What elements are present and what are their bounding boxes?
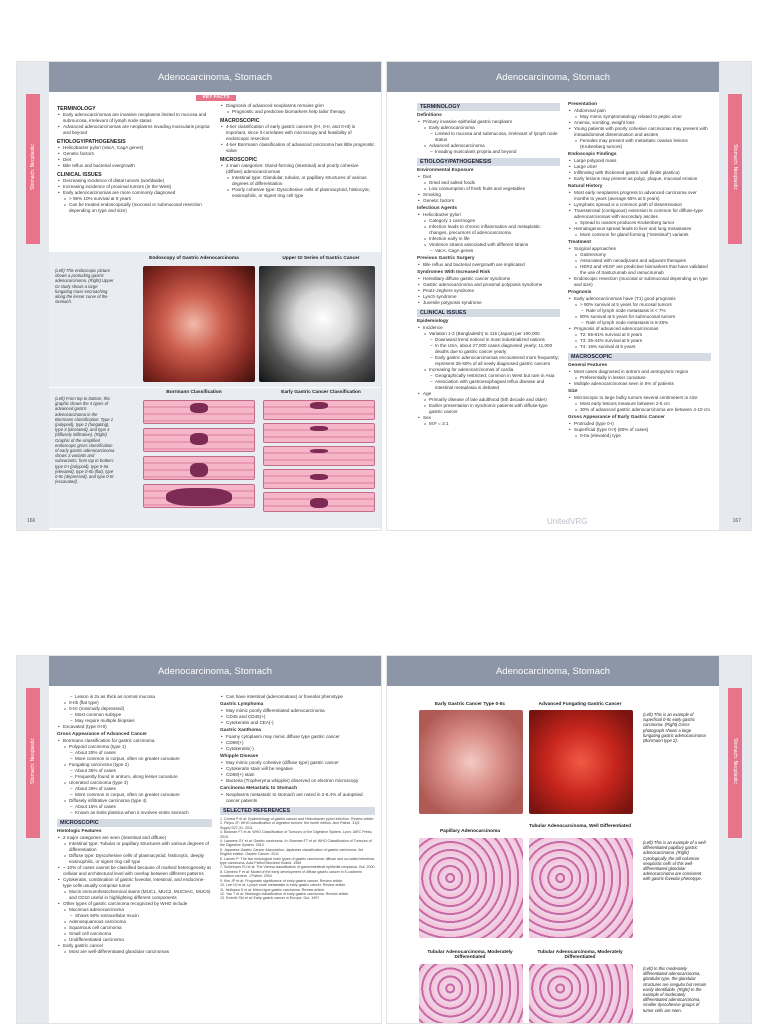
bottom-spread: [16, 655, 752, 1024]
bullet-item: • May mimic poorly differentiated adenocarcinoma: [220, 708, 375, 714]
bullet-item: • Primary invasive epithelial gastric neoplasm: [417, 119, 560, 125]
bullet-item: • Diet: [417, 174, 560, 180]
side-band: [17, 62, 49, 530]
section-heading: ETIOLOGY/PATHOGENESIS: [417, 158, 560, 166]
bullet-item: – May require multiple biopsies: [57, 718, 212, 724]
subheading: Presentation: [568, 102, 598, 107]
bullet-item: • Bile reflux and bacterial overgrowth: [57, 163, 212, 169]
figure-caption: (Left) In this moderately differentiated adenocarcinoma, glandular type, the glandular structures are irregular but remain easily identifiable. (Right) In the example of moderately differentiated adenocarcinoma, smaller dyscohesive groups of tumor cells are seen.: [643, 966, 707, 1013]
running-header: Adenocarcinoma, Stomach: [387, 62, 719, 92]
figure-caption: (Left) This endoscopic picture shows a protruding gastric adenocarcinoma. (Right) Upper GI study shows a large fungating mass encroaching along the lesser curve of the stomach.: [55, 268, 114, 305]
papillary-histology-image[interactable]: [419, 838, 523, 938]
section-heading: MACROSCOPIC: [568, 353, 711, 361]
figure-title: Tubular Adenocarcinoma, Well Differentiated: [529, 824, 631, 829]
bullet-item: o Fungating carcinoma (type 2): [57, 762, 212, 768]
section-heading: SELECTED REFERENCES: [220, 807, 375, 815]
subheading: Epidemiology: [417, 319, 449, 324]
bullet-item: o Increasing for adenocarcinomas of cardia: [417, 367, 560, 373]
page-number: 167: [732, 518, 741, 524]
subheading: Gastric Lymphoma: [220, 702, 264, 707]
bullet-item: o Most are well-differentiated glandular carcinomas: [57, 949, 212, 955]
page-number: 166: [27, 518, 36, 524]
bullet-item: • Large polypoid mass: [568, 158, 711, 164]
reference-item: 2. Fléjou JF: WHO classification of digestive tumors: the fourth edition. Ann Pathol. 31(5 Suppl):S27-31, 2011: [220, 821, 360, 830]
subheading: Carcinoma Metastatic to Stomach: [220, 786, 298, 791]
egc-type-0-iic-diagram[interactable]: [263, 469, 375, 489]
borrmann-type-3-diagram[interactable]: [143, 456, 255, 480]
reference-item: 10. Lee HJ et al: Lymph node metastasis in early gastric cancer. Review article.: [220, 883, 347, 888]
well-differentiated-histology-image[interactable]: [529, 838, 633, 938]
bullet-item: o Diffusely infiltrative carcinoma (type 4): [57, 798, 212, 804]
subheading: Treatment: [568, 240, 591, 245]
bullet-item: o HER2 and VEGF are predictive biomarkers that have validated the use of trastuzumab and ramucirumab: [568, 264, 711, 276]
figure-classification: [49, 388, 381, 528]
bullet-item: – Lesion is 2x as thick as normal mucosa: [57, 694, 212, 700]
bullet-item: o Category 1 carcinogen: [417, 218, 560, 224]
bullet-item: • Early adenocarcinomas have (T1) good prognosis: [568, 296, 711, 302]
side-band: [17, 656, 49, 1023]
bullet-item: • Infiltrating with thickened gastric wall (linitis plastica): [568, 170, 711, 176]
page-168: [16, 655, 382, 1024]
subheading: Syndromes With Increased Risk: [417, 270, 491, 275]
chapter-tab[interactable]: [26, 688, 40, 838]
subheading: Endoscopic Findings: [568, 152, 617, 157]
bullet-item: • 2 major categories are seen (intestinal and diffuse): [57, 835, 212, 841]
bullet-item: • Decreasing incidence of distal tumors (worldwide): [57, 178, 212, 184]
bullet-item: • Diet: [57, 157, 212, 163]
bullet-item: • Young patients with poorly cohesive carcinomas may present with intraabdominal dissemination and ascites: [568, 126, 711, 138]
reference-item: 9. Kim JP et al: Prognostic significance of early gastric cancer. Review article.: [220, 878, 344, 883]
subheading: General Features: [568, 363, 608, 368]
bullet-item: – Association with gastroesophageal reflux disease and intestinal metaplasia is debated: [417, 379, 560, 391]
side-band: [719, 656, 751, 1023]
bullet-item: • 2 main categories: Gland-forming (intestinal) and poorly cohesive (diffuse) adenocarcinomas: [220, 163, 375, 175]
subheading: MICROSCOPIC: [220, 157, 258, 163]
bullet-item: o More common for gland-forming ("intestinal") variants: [568, 232, 711, 238]
figure-title: Early Gastric Cancer Classification: [281, 390, 361, 395]
subheading: Previous Gastric Surgery: [417, 256, 475, 261]
page-166: [16, 61, 382, 531]
bullet-item: o Polypoid carcinoma (type 1): [57, 744, 212, 750]
bullet-item: • Superficial (type 0-II) (80% of cases): [568, 427, 711, 433]
reference-item: 6. Lauren P: The two histological main types of gastric carcinoma: diffuse and so-called intestinal-type carcinoma. Acta Pathol Microbiol Scand. 1965: [220, 856, 375, 866]
text-body: [417, 100, 711, 439]
egc-type-0-iib-diagram[interactable]: [263, 446, 375, 466]
key-facts-label: KEY FACTS: [196, 95, 236, 101]
bullet-item: o Squamous cell carcinoma: [57, 925, 212, 931]
bullet-item: o Associated with neoadjuvant and adjuvant therapies: [568, 258, 711, 264]
bullet-item: • ~ 10% of cases cannot be classified because of marked heterogeneity at cellular and architectural level with overlap between different patterns: [57, 865, 212, 877]
bullet-item: o Small cell carcinoma: [57, 931, 212, 937]
bullet-item: • Early adenocarcinomas are more commonly diagnosed: [57, 190, 212, 196]
bullet-item: • May mimic poorly cohesive (diffuse type) gastric cancer: [220, 760, 375, 766]
watermark: UnitedVRG: [547, 517, 588, 526]
bullet-item: o Dried and salted foods: [417, 180, 560, 186]
bullet-item: • Lynch syndrome: [417, 294, 560, 300]
bullet-item: • Excavated (type 0-III): [57, 724, 212, 730]
bullet-item: • Anemia, vomiting, weight loss: [568, 120, 711, 126]
text-col-1: [57, 694, 212, 955]
bullet-item: • Age: [417, 391, 560, 397]
reference-item: 5. Japanese Gastric Cancer Association: Japanese classification of gastric carcinoma: 3rd English edition. Gastric Cancer. 2011: [220, 847, 364, 857]
bullet-item: o Low consumption of fresh fruits and vegetables: [417, 186, 560, 192]
bullet-item: • Prognosis of advanced adenocarcinomas: [568, 326, 711, 332]
bullet-item: o 0-IIa (elevated) type: [568, 433, 711, 439]
bullet-item: • Lymphatic spread is a common path of dissemination: [568, 202, 711, 208]
bullet-item: o 0-IIb (flat type): [57, 700, 212, 706]
bullet-item: o Intestinal type: Glandular, tubular, or papillary structures of various degrees of differentiation: [220, 175, 375, 187]
page-169: [386, 655, 752, 1024]
page-167: [386, 61, 752, 531]
subheading: Prognosis: [568, 290, 592, 295]
chapter-tab-label: Stomach: Neoplastic: [732, 144, 738, 190]
bullet-item: o T2: 65-81% survival at 5 years: [568, 332, 711, 338]
bullet-item: o Ulcerated carcinoma (type 3): [57, 780, 212, 786]
bullet-item: • Abdominal pain: [568, 108, 711, 114]
bullet-item: – Frequently found in antrum, along lesser curvature: [57, 774, 212, 780]
bullet-item: • Transserosal (contiguous) extension is common for diffuse-type adenocarcinomas with secondary ascites: [568, 208, 711, 220]
reference-item: 4. Lauwers GY et al: Gastric carcinoma. In: Bosman FT et al: WHO Classification of Tumours of the Digestive System. 2010: [220, 839, 372, 848]
bullet-item: • Incidence: [417, 325, 560, 331]
text-col-2: [220, 694, 375, 955]
bullet-item: – About 25% of cases: [57, 750, 212, 756]
bullet-item: – About 35% of cases: [57, 768, 212, 774]
bullet-item: o 0-IIc (minimally depressed): [57, 706, 212, 712]
borrmann-type-2-diagram[interactable]: [143, 428, 255, 452]
bullet-item: o Can be treated endoscopically (mucosal or submucosal resection depending on type and size): [57, 202, 212, 214]
bullet-item: • Bile reflux and bacterial overgrowth are implicated: [417, 262, 560, 268]
bullet-item: • Multiple adenocarcinomas seen in 5% of patients: [568, 381, 711, 387]
bullet-item: o Most early lesions measure between 2-5 cm: [568, 401, 711, 407]
references-list: [220, 817, 375, 901]
egc-type-0-iia-diagram[interactable]: [263, 423, 375, 443]
bullet-item: – Rate of lymph node metastasis is < 7%: [568, 308, 711, 314]
running-header: Adenocarcinoma, Stomach: [49, 62, 381, 92]
bullet-item: – Downward trend noticed in most industrialized nations: [417, 337, 560, 343]
bullet-item: o Gastrectomy: [568, 252, 711, 258]
bullet-item: • 4-tier classification of early gastric cancers (0-I, 0-II, and 0-III) is important, since it correlates with microscopy and feasibility of endoscopic resection: [220, 124, 375, 142]
bullet-item: • Genetic factors: [417, 198, 560, 204]
figure-endoscopy: [49, 252, 381, 387]
bullet-item: o Earlier presentation in syndromic patients with diffuse-type gastric cancer: [417, 403, 560, 415]
bullet-item: • Hematogenous spread leads to liver and lung metastases: [568, 226, 711, 232]
figure-title: Tubular Adenocarcinoma, Moderately Differentiated: [537, 950, 623, 960]
bullet-item: o Advanced adenocarcinoma: [417, 143, 560, 149]
subheading: Whipple Disease: [220, 754, 259, 759]
bullet-item: • Endoscopic resection (mucosal or submucosal depending on type and size): [568, 276, 711, 288]
reference-item: 8. Carneiro F et al: Model of the early development of diffuse gastric cancer in E-cadherin mutation carriers. J Pathol. 2004: [220, 869, 362, 879]
bullet-item: o M:F = 2:1: [417, 421, 560, 427]
running-header: Adenocarcinoma, Stomach: [387, 656, 719, 686]
text-col-2: [568, 100, 711, 439]
bullet-item: • Protruded (type 0-I): [568, 421, 711, 427]
subheading: CLINICAL ISSUES: [57, 172, 102, 178]
bullet-item: o T4: 16% survival at 5 years: [568, 344, 711, 350]
bullet-item: • Borrmann classification for gastric carcinoma: [57, 738, 212, 744]
subheading: MACROSCOPIC: [220, 118, 260, 124]
bullet-item: o May mimic symptomatology related to peptic ulcer: [568, 114, 711, 120]
bullet-item: o > 95% 10% survival at 5 years: [57, 196, 212, 202]
chapter-tab-label: Stomach: Neoplastic: [30, 738, 36, 784]
bullet-item: • CD68(+): [220, 740, 375, 746]
subheading: ETIOLOGY/PATHOGENESIS: [57, 139, 126, 145]
fungating-cancer-photo[interactable]: [529, 710, 633, 814]
bullet-item: – Shows 50% extracellular mucin: [57, 913, 212, 919]
bullet-item: o Adenosquamous carcinoma: [57, 919, 212, 925]
chapter-tab[interactable]: [728, 688, 742, 838]
reference-item: 11. Ishikawa S et al: Mixed-type gastric carcinoma. Review article.: [220, 887, 325, 892]
bullet-item: o Mucinous adenocarcinoma: [57, 907, 212, 913]
chapter-tab[interactable]: [26, 94, 40, 244]
bullet-item: • Hereditary diffuse gastric cancer syndrome: [417, 276, 560, 282]
figure-caption: (Left) From top to bottom, this graphic shows the 4 types of advanced gastric adenocarcinoma in the Borrmann classification: Type 1 (polypoid), type 2 (fungating), type 3 (ulcerated), and type 4 (diffusely infiltrative). (Right) Graphic of the simplified endoscopic gross classification of early gastric adenocarcinoma shows 3 variants and subvariants, from top to bottom: type 0-I (polypoid), type 0-IIa (elevated), type 0-IIb (flat), type 0-IIc (depressed), and type 0-III (excavated).: [55, 396, 115, 485]
bullet-item: o Virulence strains associated with different strains: [417, 242, 560, 248]
key-facts-col-2: [220, 103, 375, 214]
chapter-tab-label: Stomach: Neoplastic: [732, 738, 738, 784]
bullet-item: o Poorly cohesive type: Dyscohesive cells of plasmacytoid, histiocytic, eosinophilic, or signet ring cell type: [220, 187, 375, 199]
bullet-item: • Early lesions may present as polyp, plaque, mucosal erosion: [568, 176, 711, 182]
bullet-item: • Diagnosis of advanced neoplasms remains grim: [220, 103, 375, 109]
reference-item: 12. Yao T et al: Histologic classification of early gastric carcinoma. Review article.: [220, 891, 350, 896]
subheading: Gross Appearance of Early Gastric Cancer: [568, 415, 665, 420]
bullet-item: • Cytokeratin, combination of gastric foveolar, intestinal, and endocrine-type cells usually compose tumor: [57, 877, 212, 889]
bullet-item: o Variation 1-3 (Bangladesh) to 115 (Japan) per 100,000: [417, 331, 560, 337]
bullet-item: – About 15% of cases: [57, 804, 212, 810]
bullet-item: • Genetic factors: [57, 151, 212, 157]
figure-title: Papillary Adenocarcinoma: [439, 829, 501, 834]
bullet-item: • Microscopic to large bulky tumors several centimeters in size: [568, 395, 711, 401]
bullet-item: • Large ulcer: [568, 164, 711, 170]
bullet-item: o Preferentially in lesser curvature: [568, 375, 711, 381]
bullet-item: – More common in corpus, often on greater curvature: [57, 756, 212, 762]
bullet-item: o Females may present with metastatic ovarian lesions (Krukenberg tumors): [568, 138, 711, 150]
text-col-1: [417, 100, 560, 439]
bullet-item: – Invading muscularis propria and beyond: [417, 149, 560, 155]
subheading: Size: [568, 389, 578, 394]
bullet-item: • Can have intestinal (adenomatous) or foveolar phenotype: [220, 694, 375, 700]
section-heading: CLINICAL ISSUES: [417, 309, 560, 317]
subheading: TERMINOLOGY: [57, 106, 96, 112]
bullet-item: • CD68(+) stain: [220, 772, 375, 778]
subheading: Definitions: [417, 113, 442, 118]
subheading: Gastric Xanthoma: [220, 728, 262, 733]
bullet-item: • Foamy cytoplasm may mimic diffuse type gastric cancer: [220, 734, 375, 740]
figure-title: Borrmann Classification: [166, 390, 222, 395]
bullet-item: o Prognostic and predictive biomarkers help tailor therapy: [220, 109, 375, 115]
bullet-item: • CD45 and CD45(+): [220, 714, 375, 720]
top-spread: [16, 61, 752, 531]
figure-title: Upper GI Series of Gastric Cancer: [282, 256, 360, 261]
bullet-item: • Cytokeratin stain will be negative: [220, 766, 375, 772]
reference-item: 1. Correa P et al: Epidemiology of gastric cancer and Helicobacter pylori infection. Review article.: [220, 817, 375, 821]
bullet-item: • Advanced adenocarcinomas are neoplasms invading muscularis propria and beyond: [57, 124, 212, 136]
bullet-item: • Cytokeratin and CEA(-): [220, 720, 375, 726]
borrmann-type-4-diagram[interactable]: [143, 484, 255, 508]
bullet-item: • Cytokeratin(-): [220, 746, 375, 752]
subheading: Natural History: [568, 184, 603, 189]
bullet-item: o 30% of advanced gastric adenocarcinoma are between 4-10 cm: [568, 407, 711, 413]
bullet-item: – Early gastric adenocarcinomas encountered more frequently; represent 35-50% of all newly diagnosed gastric cancers: [417, 355, 560, 367]
bullet-item: • Increasing incidence of proximal tumors (in the West): [57, 184, 212, 190]
bullet-item: • Most early neoplasms progress to advanced carcinoma over months to years (average 65% at 5 years): [568, 190, 711, 202]
key-facts-body: [57, 95, 375, 214]
bullet-item: • 4-tier Borrmann classification of advanced carcinoma has little prognostic value: [220, 142, 375, 154]
bullet-item: – Limited to mucosa and submucosa, irrelevant of lymph node status: [417, 131, 560, 143]
bullet-item: • Juvenile polyposis syndrome: [417, 300, 560, 306]
reference-item: 13. Everett SM et al: Early gastric cancer in Europe. Gut. 1997: [220, 896, 320, 901]
endoscopy-image[interactable]: [143, 266, 255, 382]
upper-gi-image[interactable]: [259, 266, 375, 382]
subheading: Histologic Features: [57, 829, 102, 834]
bullet-item: • Early gastric cancer: [57, 943, 212, 949]
bullet-item: • Early adenocarcinomas are invasive neoplasms limited to mucosa and submucosa, irrelevant of lymph node status: [57, 112, 212, 124]
figure-title: Early Gastric Cancer Type 0-IIc: [434, 702, 506, 707]
bullet-item: o > 90% survival at 5 years for mucosal tumors: [568, 302, 711, 308]
egc-type-0-i-diagram[interactable]: [263, 400, 375, 420]
bullet-item: • Most cases diagnosed in antrum and antropyloric region: [568, 369, 711, 375]
bullet-item: o Early adenocarcinoma: [417, 125, 560, 131]
chapter-tab[interactable]: [728, 94, 742, 244]
section-heading: MICROSCOPIC: [57, 819, 212, 827]
bullet-item: • Gastric adenocarcinoma and proximal polyposis syndrome: [417, 282, 560, 288]
bullet-item: • Smoking: [417, 192, 560, 198]
bullet-item: o Primarily disease of late adulthood (5th decade and older): [417, 397, 560, 403]
moderately-differentiated-histology-image-2[interactable]: [529, 964, 633, 1024]
chapter-tab-label: Stomach: Neoplastic: [30, 144, 36, 190]
reference-item: 7. Schlemper RJ et al: The Vienna classification of gastrointestinal epithelial neoplasia. Gut. 2000: [220, 865, 375, 870]
bullet-item: – Most common subtype: [57, 712, 212, 718]
bullet-item: o Mucin immunohistochemical stains (MUC1, MUC2, MUC5AC, MUC6) and CD10 useful in highlighting different components: [57, 889, 212, 901]
subheading: Gross Appearance of Advanced Cancer: [57, 732, 148, 737]
running-header: Adenocarcinoma, Stomach: [49, 656, 381, 686]
bullet-item: o Infection early in life: [417, 236, 560, 242]
bullet-item: o Intestinal type: Tubular or papillary structures with various degrees of differentiation: [57, 841, 212, 853]
subheading: Environmental Exposure: [417, 168, 474, 173]
figure-title: Endoscopy of Gastric Adenocarcinoma: [149, 256, 239, 261]
bullet-item: – VacA, CagA genes: [417, 248, 560, 254]
figure-caption: (Left) This is an example of superficial 0-IIc early gastric carcinoma. (Right) Gross photograph shows a large fungating gastric adenocarcinoma (Borrmann type 2).: [643, 712, 706, 744]
bullet-item: o Spread to ovaries produces Krukenberg tumor: [568, 220, 711, 226]
subheading: Infectious Agents: [417, 206, 458, 211]
reference-item: 3. Bosman FT et al: WHO Classification of Tumours of the Digestive System. Lyon: IARC Press, 2010: [220, 830, 373, 839]
bullet-item: – Known as linitis plastica when it involves entire stomach: [57, 810, 212, 816]
bullet-item: • Peutz-Jeghers syndrome: [417, 288, 560, 294]
bullet-item: – About 25% of cases: [57, 786, 212, 792]
bullet-item: • Surgical approaches: [568, 246, 711, 252]
egc-type-0-iic-photo[interactable]: [419, 710, 523, 814]
figure-title: Tubular Adenocarcinoma, Moderately Differentiated: [427, 950, 513, 960]
bullet-item: o T3: 35-44% survival at 5 years: [568, 338, 711, 344]
section-heading: TERMINOLOGY: [417, 103, 560, 111]
bullet-item: o Infection leads to chronic inflammation and metaplastic changes, precursors of adenocarcinoma: [417, 224, 560, 236]
bullet-item: – Geographically restricted; common in West but rare in Asia: [417, 373, 560, 379]
bullet-item: – More common in corpus, often on greater curvature: [57, 792, 212, 798]
bullet-item: • Sex: [417, 415, 560, 421]
bullet-item: o Undifferentiated carcinoma: [57, 937, 212, 943]
bullet-item: • Helicobacter pylori: [417, 212, 560, 218]
egc-type-0-iii-diagram[interactable]: [263, 492, 375, 512]
bullet-item: • Other types of gastric carcinoma recognized by WHO include: [57, 901, 212, 907]
bullet-item: o 80% survival at 5 years for submucosal tumors: [568, 314, 711, 320]
figure-caption: (Left) This is an example of a well-differentiated papillary gastric adenocarcinoma. (Right) Cytologically, the tall columnar neoplastic cells of this well-differentiated glandular adenocarcinoma are consistent with gastric foveolar phenotype.: [643, 840, 707, 882]
text-body: [57, 694, 375, 955]
key-facts-col-1: [57, 103, 212, 214]
figure-title: Advanced Fungating Gastric Cancer: [538, 702, 622, 707]
bullet-item: – In the USA, about 27,000 cases diagnosed yearly; 11,000 deaths due to gastric cancer yearly: [417, 343, 560, 355]
bullet-item: • Helicobacter pylori (VacA, CagA genes): [57, 145, 212, 151]
bullet-item: • Neoplasms metastatic to stomach are noted in 2-5.4% of autopsied cancer patients: [220, 792, 375, 804]
side-band: [719, 62, 751, 530]
borrmann-type-1-diagram[interactable]: [143, 400, 255, 424]
bullet-item: – Rate of lymph node metastasis is 8-25%: [568, 320, 711, 326]
bullet-item: o Diffuse type: Dyscohesive cells of plasmacytoid, histiocytic, deeply eosinophilic, or signet ring cell type: [57, 853, 212, 865]
bullet-item: • Bacteria (Tropheryma whipplei) observed on electron microscopy: [220, 778, 375, 784]
moderately-differentiated-histology-image[interactable]: [419, 964, 523, 1024]
